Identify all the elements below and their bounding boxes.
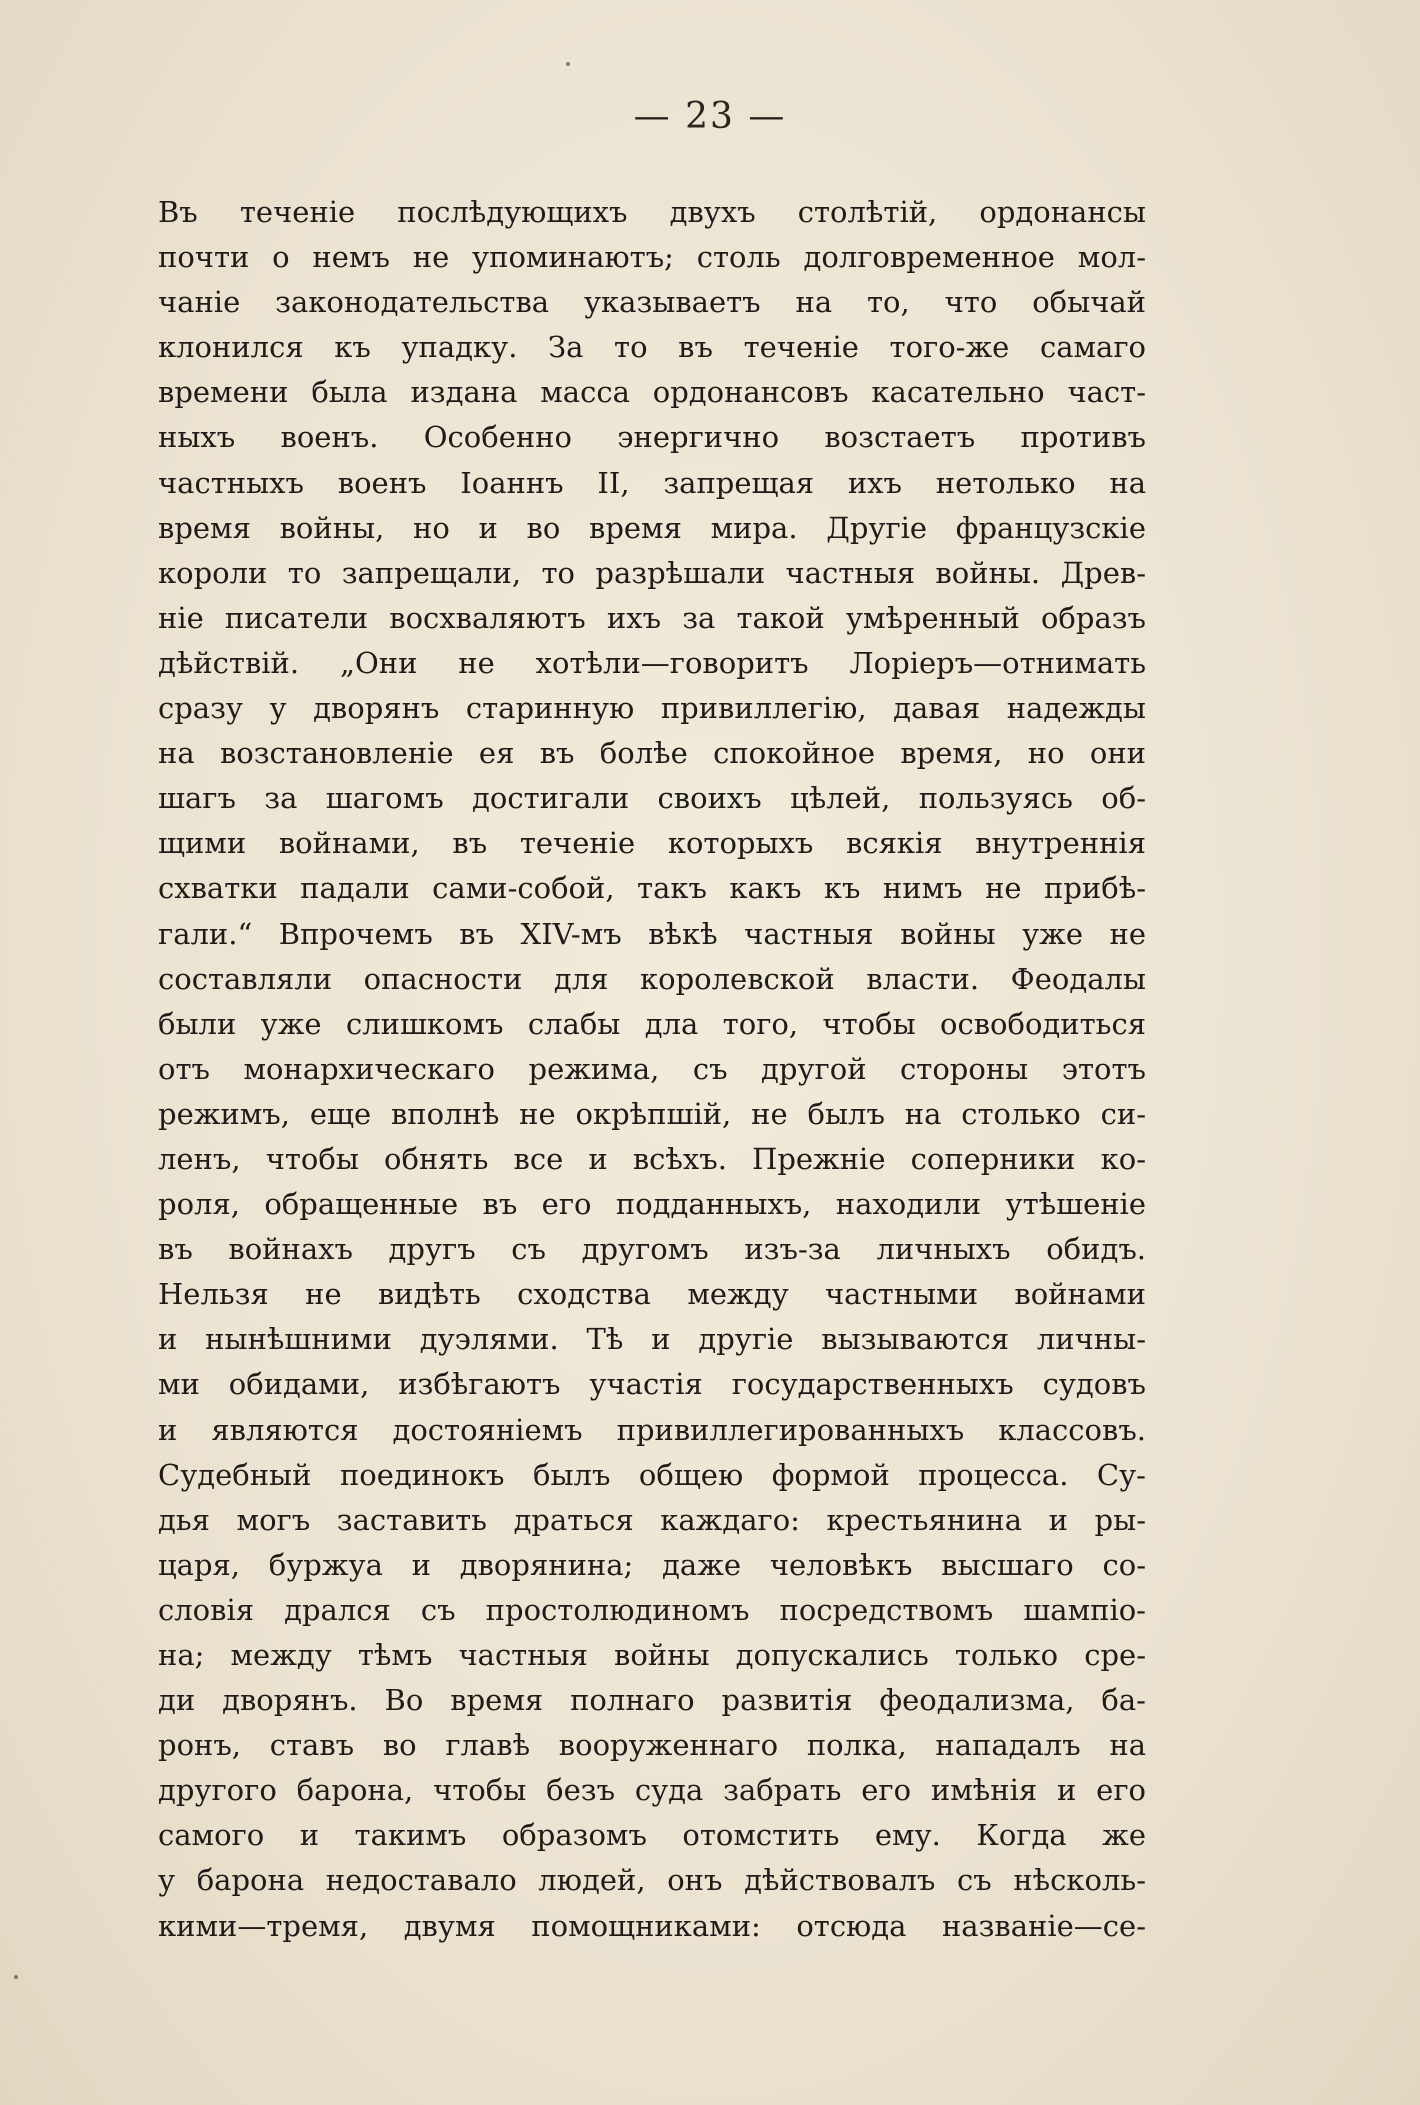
text-line: короли то запрещали, то разрѣшали частныя войны. Древ- <box>158 555 1146 590</box>
text-line: кими—тремя, двумя помощниками: отсюда названіе—се- <box>158 1908 1146 1943</box>
text-line: роля, обращенные въ его подданныхъ, находили утѣшеніе <box>158 1187 1146 1222</box>
text-line: гали.“ Впрочемъ въ XIV-мъ вѣкѣ частныя войны уже не <box>158 916 1146 951</box>
text-line: щими войнами, въ теченіе которыхъ всякія внутреннія <box>158 826 1146 861</box>
text-line: Судебный поединокъ былъ общею формой процесса. Су- <box>158 1457 1146 1492</box>
text-line: дья могъ заставить драться каждаго: крестьянина и ры- <box>158 1502 1146 1537</box>
text-line: времени была издана масса ордонансовъ касательно част- <box>158 375 1146 410</box>
text-line: ніе писатели восхваляютъ ихъ за такой умѣренный образъ <box>158 600 1146 635</box>
text-line: режимъ, еще вполнѣ не окрѣпшій, не былъ на столько си- <box>158 1096 1146 1131</box>
text-line: ми обидами, избѣгаютъ участія государственныхъ судовъ <box>158 1367 1146 1402</box>
text-line: словія дрался съ простолюдиномъ посредствомъ шампіо- <box>158 1592 1146 1627</box>
text-line: почти о немъ не упоминаютъ; столь долговременное мол- <box>158 240 1146 275</box>
text-line: царя, буржуа и дворянина; даже человѣкъ высшаго со- <box>158 1547 1146 1582</box>
text-line: дѣйствій. „Они не хотѣли—говоритъ Лоріеръ—отнимать <box>158 645 1146 680</box>
text-line: въ войнахъ другъ съ другомъ изъ-за личныхъ обидъ. <box>158 1232 1146 1267</box>
text-line: схватки падали сами-собой, такъ какъ къ нимъ не прибѣ- <box>158 871 1146 906</box>
text-line: ленъ, чтобы обнять все и всѣхъ. Прежніе соперники ко- <box>158 1141 1146 1176</box>
text-line: время войны, но и во время мира. Другіе французскіе <box>158 510 1146 545</box>
text-line: составляли опасности для королевской власти. Феодалы <box>158 961 1146 996</box>
text-line: самого и такимъ образомъ отомстить ему. Когда же <box>158 1818 1146 1853</box>
text-line: клонился къ упадку. За то въ теченіе того-же самаго <box>158 330 1146 365</box>
text-line: были уже слишкомъ слабы дла того, чтобы освободиться <box>158 1006 1146 1041</box>
text-line: и являются достояніемъ привиллегированныхъ классовъ. <box>158 1412 1146 1447</box>
text-line: ронъ, ставъ во главѣ вооруженнаго полка, нападалъ на <box>158 1728 1146 1763</box>
text-line: на возстановленіе ея въ болѣе спокойное время, но они <box>158 736 1146 771</box>
text-line: шагъ за шагомъ достигали своихъ цѣлей, пользуясь об- <box>158 781 1146 816</box>
text-line: другого барона, чтобы безъ суда забрать его имѣнія и его <box>158 1773 1146 1808</box>
text-line: Нельзя не видѣть сходства между частными войнами <box>158 1277 1146 1312</box>
body-text <box>158 190 1146 1949</box>
text-line: отъ монархическаго режима, съ другой стороны этотъ <box>158 1051 1146 1086</box>
text-line: частныхъ военъ Іоаннъ II, запрещая ихъ нетолько на <box>158 465 1146 500</box>
paper-speck <box>566 62 570 66</box>
text-line: Въ теченіе послѣдующихъ двухъ столѣтій, ордонансы <box>158 195 1146 229</box>
text-line: у барона недоставало людей, онъ дѣйствовалъ съ нѣсколь- <box>158 1863 1146 1898</box>
text-line: сразу у дворянъ старинную привиллегію, давая надежды <box>158 691 1146 726</box>
text-line: ди дворянъ. Во время полнаго развитія феодализма, ба- <box>158 1683 1146 1718</box>
text-line: ныхъ военъ. Особенно энергично возстаетъ противъ <box>158 420 1146 455</box>
paper-speck <box>14 1975 18 1979</box>
text-line: и нынѣшними дуэлями. Тѣ и другіе вызываются личны- <box>158 1322 1146 1357</box>
text-line: чаніе законодательства указываетъ на то, что обычай <box>158 285 1146 320</box>
page-number: — 23 — <box>633 96 787 137</box>
text-line: на; между тѣмъ частныя войны допускались только сре- <box>158 1638 1146 1672</box>
